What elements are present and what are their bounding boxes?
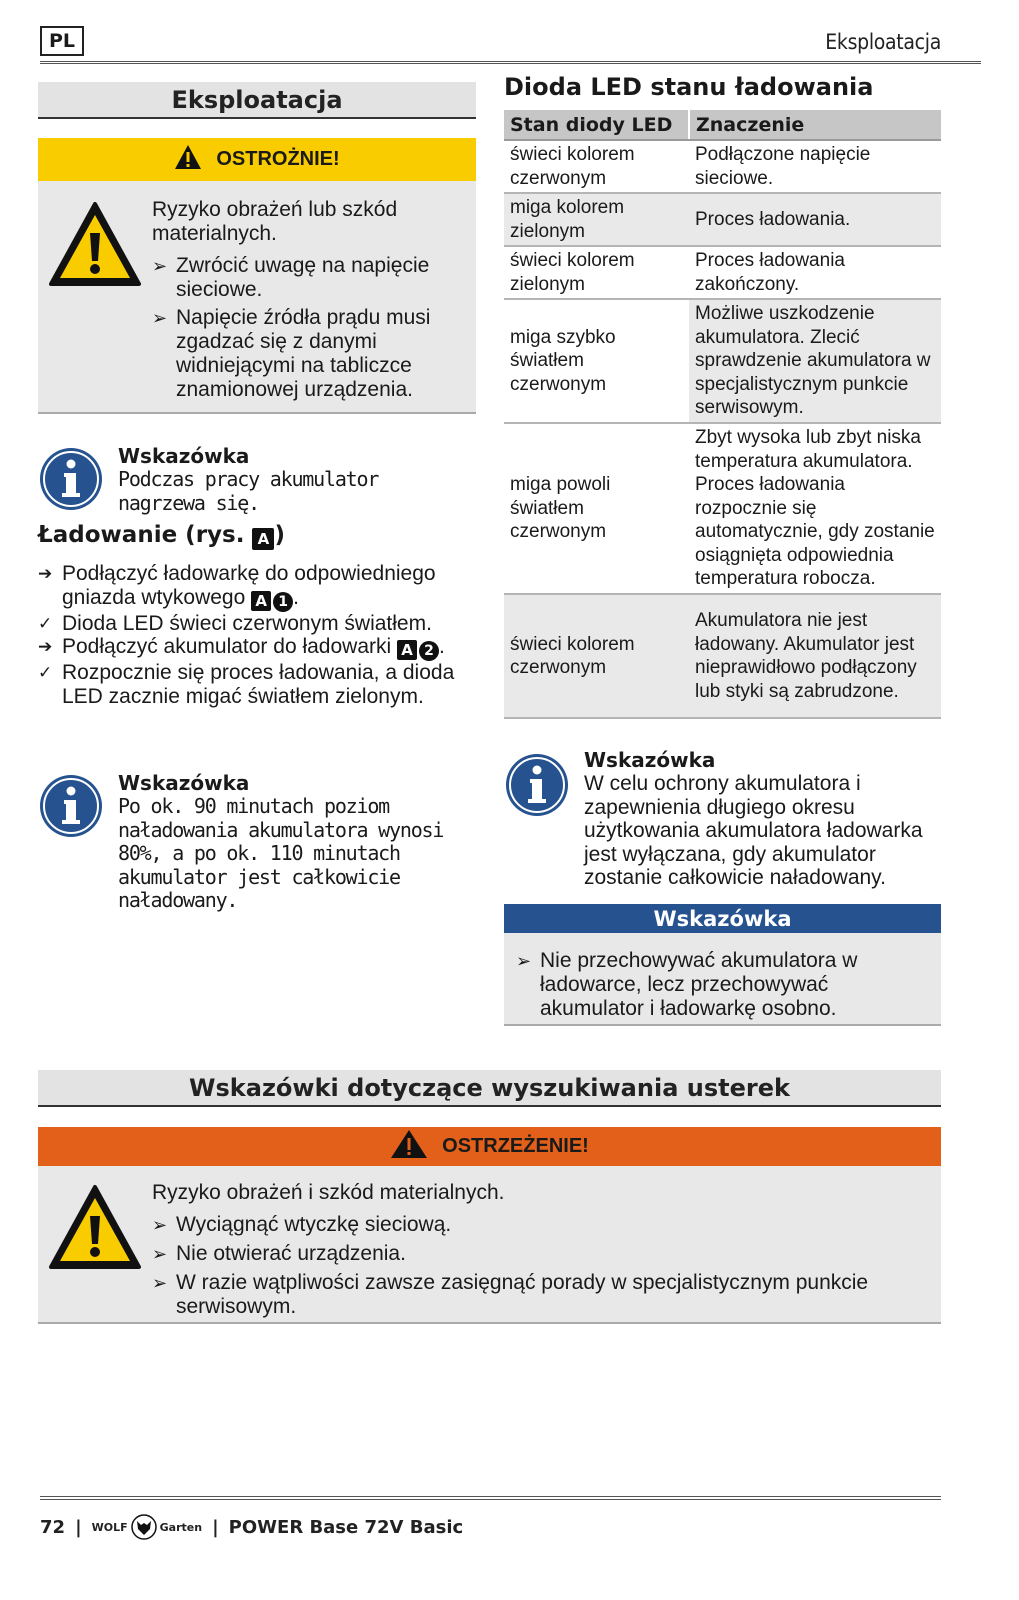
footer-divider [40,1496,941,1500]
caution-header [38,138,476,181]
checkmark-icon: ✓ [38,613,53,633]
warning-triangle-icon [390,1129,428,1165]
step-item: ✓ Dioda LED świeci czerwonym światłem. [38,611,432,635]
note-body [504,933,941,1026]
product-name: POWER Base 72V Basic [228,1516,464,1538]
charging-heading: Ładowanie (rys. A ) [38,522,285,548]
note-text: Po ok. 90 minutach poziom naładowania akumulatora wynosi 80%, a po ok. 110 minutach akumulator jest całkowicie naładowany. [118,794,444,912]
page-header-title: Eksploatacja [825,30,941,54]
info-icon [38,773,104,839]
warning-bullet: ➢ W razie wątpliwości zawsze zasięgnąć porady w specjalistycznym punkcie serwisowym. [152,1271,869,1318]
table-header: Znaczenie [689,110,941,140]
note-title: Wskazówka [584,748,716,772]
wolf-head-icon [131,1514,157,1540]
header-divider [40,61,981,64]
warning-bullet: ➢ Wyciągnąć wtyczkę sieciową. [152,1213,452,1236]
info-icon [504,752,570,818]
hazard-sign-icon [48,201,142,291]
hazard-sign-icon [48,1184,142,1274]
table-row: miga powoli światłem czerwonym Zbyt wysoka lub zbyt niska temperatura akumulatora. Proces ładowania rozpocznie się automatycznie, gdy zostanie osiągnięta odpowiednia temperatura robocza. [504,423,941,594]
bullet-arrow-icon: ➢ [152,308,168,328]
led-table-title: Dioda LED stanu ładowania [504,73,874,101]
step-item: ➔ Podłączyć akumulator do ładowarki A 2 . [38,635,445,659]
info-icon [38,446,104,512]
table-row: świeci kolorem zielonym Proces ładowania zakończony. [504,246,941,299]
note-blue-header: Wskazówka [504,904,941,933]
caution-intro: Ryzyko obrażeń lub szkód materialnych. [152,198,398,245]
language-badge: PL [40,26,84,56]
warning-header [38,1127,941,1166]
step-item: ➔ Podłączyć ładowarkę do odpowiedniego gniazda wtykowego A 1 . [38,562,436,610]
page-number: 72 [40,1516,66,1538]
table-header: Stan diody LED [504,110,689,140]
checkmark-icon: ✓ [38,663,53,682]
caution-label: OSTROŻNIE! [216,148,340,170]
caution-bullet: ➢ Napięcie źródła prądu musi zgadzać się z danymi widniejącymi na tabliczce znamionowej urządzenia. [152,306,431,401]
led-status-table [504,110,941,719]
arrow-right-icon: ➔ [38,637,53,656]
figure-ref-a: A [252,528,274,550]
bullet-arrow-icon: ➢ [152,256,168,276]
step-item: ✓ Rozpocznie się proces ładowania, a dioda LED zacznie migać światłem zielonym. [38,661,455,708]
warning-bullet: ➢ Nie otwierać urządzenia. [152,1242,406,1265]
caution-body [38,181,476,414]
footer: 72 | WOLF Garten | POWER Base 72V Basic [40,1514,463,1540]
bullet-arrow-icon: ➢ [516,951,532,971]
arrow-right-icon: ➔ [38,564,53,583]
note-title: Wskazówka [118,444,250,468]
warning-body [38,1166,941,1324]
brand-logo: WOLF Garten [92,1514,202,1540]
note-text: Podczas pracy akumulator nagrzewa się. [118,467,379,515]
bullet-arrow-icon: ➢ [152,1273,168,1293]
bullet-arrow-icon: ➢ [152,1215,168,1235]
section-title-troubleshooting: Wskazówki dotyczące wyszukiwania usterek [38,1070,941,1107]
warning-intro: Ryzyko obrażeń i szkód materialnych. [152,1181,505,1204]
warning-triangle-icon [174,144,202,176]
table-row: miga szybko światłem czerwonym Możliwe uszkodzenie akumulatora. Zlecić sprawdzenie akumulatora w specjalistycznym punkcie serwisowym. [504,299,941,423]
note-title: Wskazówka [118,771,250,795]
table-row: świeci kolorem czerwonym Podłączone napięcie sieciowe. [504,140,941,193]
warning-label: OSTRZEŻENIE! [442,1135,589,1157]
caution-bullet: ➢ Zwrócić uwagę na napięcie sieciowe. [152,254,430,301]
note-bullet: ➢ Nie przechowywać akumulatora w ładowarce, lecz przechowywać akumulator i ładowarkę osobno. [516,949,858,1020]
section-title-eksploatacja: Eksploatacja [38,82,476,119]
note-text: W celu ochrony akumulatora i zapewnienia długiego okresu użytkowania akumulatora ładowarka jest wyłączana, gdy akumulator zostanie całkowicie naładowany. [584,772,923,889]
charging-steps [38,562,478,708]
table-row: miga kolorem zielonym Proces ładowania. [504,193,941,246]
table-row: świeci kolorem czerwonym Akumulatora nie jest ładowany. Akumulator jest nieprawidłowo podłączony lub styki są zabrudzone. [504,594,941,718]
bullet-arrow-icon: ➢ [152,1244,168,1264]
